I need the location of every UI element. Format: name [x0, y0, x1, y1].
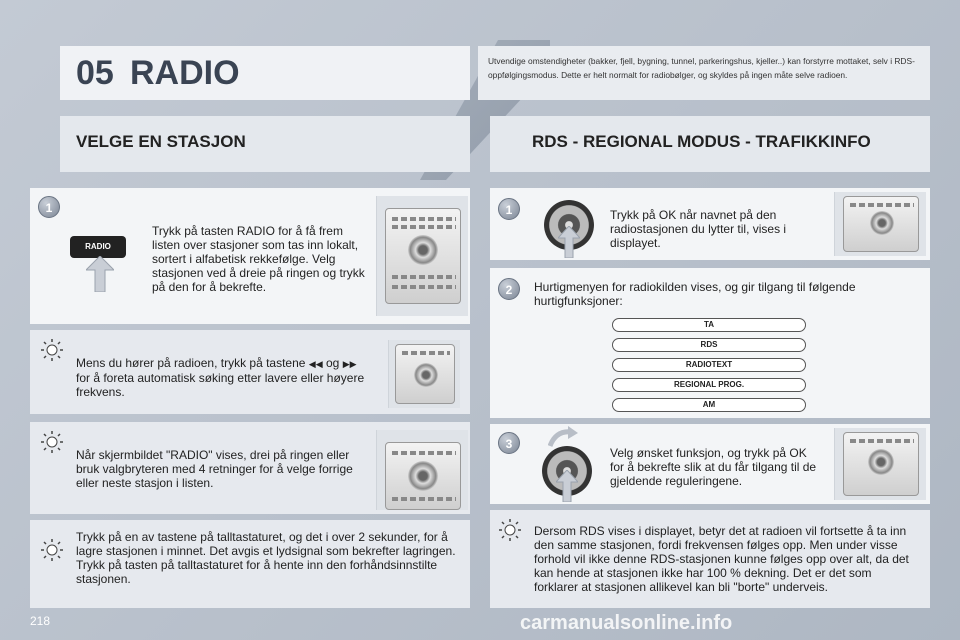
radio-thumbnail — [376, 430, 468, 510]
radio-button: RADIO — [70, 236, 126, 258]
intro-note: Utvendige omstendigheter (bakker, fjell, bygning, tunnel, parkeringshus, kjeller..) kan forstyrre mottaket, selv i RDS-oppfølgingsmodus. Dette er helt normalt for radiobølger, og skyldes på ingen måte selve radioen. — [478, 46, 930, 100]
menu-item-radiotext: RADIOTEXT — [612, 358, 806, 372]
left-tip2-text: Når skjermbildet "RADIO" vises, drei på ringen eller bruk valgbryteren med 4 retninger for å velge forrige eller neste stasjon i listen. — [76, 448, 353, 490]
step-badge: 1 — [498, 198, 520, 220]
up-arrow-icon — [556, 470, 578, 502]
fast-forward-icon: ▶▶ — [342, 359, 357, 369]
up-arrow-icon — [558, 226, 580, 258]
left-tip1-text: Mens du hører på radioen, trykk på tastene ◀◀ og ▶▶ for å foreta automatisk søking etter lavere eller høyere frekvens. — [76, 356, 365, 399]
right-step1-text: Trykk på OK når navnet på den radiostasjonen du lytter til, vises i displayet. — [610, 208, 787, 250]
menu-item-rds: RDS — [612, 338, 806, 352]
right-section-title: RDS - REGIONAL MODUS - TRAFIKKINFO — [532, 132, 871, 151]
rewind-icon: ◀◀ — [308, 359, 323, 369]
radio-thumbnail — [376, 196, 468, 316]
right-step3-text: Velg ønsket funksjon, og trykk på OK for å bekrefte slik at du får tilgang til de gjeldende reguleringene. — [610, 446, 817, 488]
menu-item-regional-prog: REGIONAL PROG. — [612, 378, 806, 392]
radio-thumbnail — [834, 428, 926, 500]
chapter-title: RADIO — [130, 54, 240, 92]
header-bar — [60, 46, 470, 100]
left-tip3-text: Trykk på en av tastene på talltastaturet, og det i over 2 sekunder, for å lagre stasjonen i minnet. Det avgis et lydsignal som bekrefter lagringen. Trykk på tasten på talltastaturet for å hente inn den forhåndsinnstilte stasjonen. — [76, 530, 456, 586]
lightbulb-icon — [40, 430, 64, 454]
step-badge: 2 — [498, 278, 520, 300]
left-step1-text: Trykk på tasten RADIO for å få frem listen over stasjoner som tas inn lokalt, sortert i alfabetisk rekkefølge. Velg stasjonen ved å dreie på ringen og trykk på den for å bekrefte. — [152, 224, 365, 294]
right-tip-text: Dersom RDS vises i displayet, betyr det at radioen vil fortsette å ta inn den samme stasjonen, fordi frekvensen følges opp. Men under visse forhold vil ikke denne RDS-stasjonen kunne følges opp over alt, da det kan hende at stasjonen ikke har 100 % dekning. Det er det som forklarer at stasjonen allikevel kan bli "borte" underveis. — [534, 524, 909, 594]
rotate-arrow-icon — [548, 426, 578, 448]
left-section-title: VELGE EN STASJON — [76, 132, 246, 151]
page-number: 218 — [30, 614, 51, 628]
menu-item-am: AM — [612, 398, 806, 412]
watermark: carmanualsonline.info — [520, 612, 733, 634]
menu-item-ta: TA — [612, 318, 806, 332]
right-step2-text: Hurtigmenyen for radiokilden vises, og gir tilgang til følgende hurtigfunksjoner: — [534, 280, 856, 308]
lightbulb-icon — [40, 338, 64, 362]
lightbulb-icon — [40, 538, 64, 562]
step-badge: 1 — [38, 196, 60, 218]
radio-thumbnail — [388, 340, 460, 408]
lightbulb-icon — [498, 518, 522, 542]
chapter-number: 05 — [76, 54, 114, 92]
radio-thumbnail — [834, 192, 926, 256]
up-arrow-icon — [86, 256, 114, 292]
step-badge: 3 — [498, 432, 520, 454]
